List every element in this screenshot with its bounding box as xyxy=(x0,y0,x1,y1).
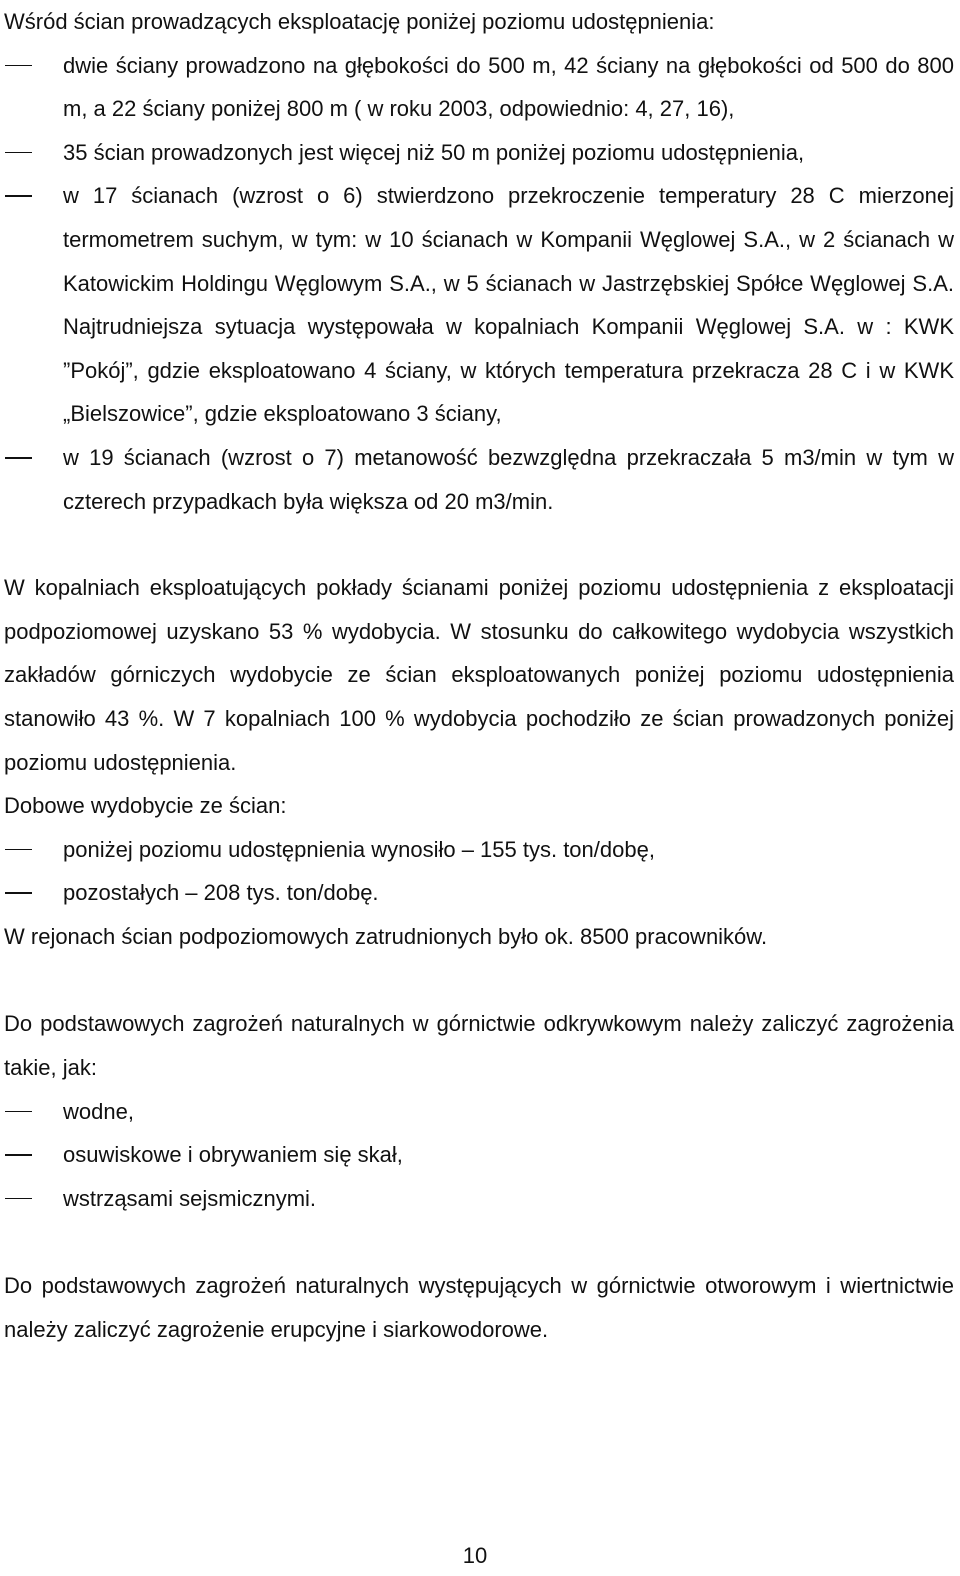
employment-paragraph: W rejonach ścian podpoziomowych zatrudnionych było ok. 8500 pracowników. xyxy=(4,923,768,949)
section1-bullet-list xyxy=(4,44,954,524)
list-item: osuwiskowe i obrywaniem się skał, xyxy=(4,1133,954,1177)
spacer xyxy=(4,523,954,566)
list-item: dwie ściany prowadzono na głębokości do 500 m, 42 ściany na głębokości od 500 do 800 m, a 22 ściany poniżej 800 m ( w roku 2003, odpowiednio: 4, 27, 16), xyxy=(4,44,954,131)
section-output xyxy=(4,566,954,958)
section-open-pit-hazards xyxy=(4,1002,954,1220)
section-borehole-hazards xyxy=(4,1264,954,1351)
page-number: 10 xyxy=(462,1543,488,1568)
list-item: wodne, xyxy=(4,1090,954,1134)
document-page xyxy=(4,0,954,1352)
list-item: pozostałych – 208 tys. ton/dobę. xyxy=(4,871,954,915)
list-item: wstrząsami sejsmicznymi. xyxy=(4,1177,954,1221)
borehole-paragraph: Do podstawowych zagrożeń naturalnych występujących w górnictwie otworowym i wiertnictwie należy zaliczyć zagrożenie erupcyjne i siarkowodorowe. xyxy=(4,1273,954,1343)
daily-output-intro: Dobowe wydobycie ze ścian: xyxy=(4,793,287,819)
open-pit-intro: Do podstawowych zagrożeń naturalnych w górnictwie odkrywkowym należy zaliczyć zagrożenia takie, jak: xyxy=(4,1011,954,1081)
daily-output-list xyxy=(4,828,954,915)
list-item: poniżej poziomu udostępnienia wynosiło – 155 tys. ton/dobę, xyxy=(4,828,954,872)
spacer xyxy=(4,1220,954,1264)
list-item: 35 ścian prowadzonych jest więcej niż 50 m poniżej poziomu udostępnienia, xyxy=(4,131,954,175)
list-item: w 19 ścianach (wzrost o 7) metanowość bezwzględna przekraczała 5 m3/min w tym w czterech przypadkach była większa od 20 m3/min. xyxy=(4,436,954,523)
section-underground-walls xyxy=(4,0,954,523)
list-item: w 17 ścianach (wzrost o 6) stwierdzono przekroczenie temperatury 28 C mierzonej termometrem suchym, w tym: w 10 ścianach w Kompanii Węglowej S.A., w 2 ścianach w Katowickim Holdingu Węglowym S.A., w 5 ścianach w Jastrzębskiej Spółce Węglowej S.A. Najtrudniejsza sytuacja występowała w kopalniach Kompanii Węglowej S.A. w : KWK ”Pokój”, gdzie eksploatowano 4 ściany, w których temperatura przekracza 28 C i w KWK „Bielszowice”, gdzie eksploatowano 3 ściany, xyxy=(4,174,954,436)
spacer xyxy=(4,958,954,1002)
output-paragraph: W kopalniach eksploatujących pokłady ścianami poniżej poziomu udostępnienia z eksploatacji podpoziomowej uzyskano 53 % wydobycia. W stosunku do całkowitego wydobycia wszystkich zakładów górniczych wydobycie ze ścian eksploatowanych poniżej poziomu udostępnienia stanowiło 43 %. W 7 kopalniach 100 % wydobycia pochodziło ze ścian prowadzonych poniżej poziomu udostępnienia. xyxy=(4,575,954,775)
section1-intro: Wśród ścian prowadzących eksploatację poniżej poziomu udostępnienia: xyxy=(4,9,715,34)
open-pit-hazards-list xyxy=(4,1090,954,1221)
